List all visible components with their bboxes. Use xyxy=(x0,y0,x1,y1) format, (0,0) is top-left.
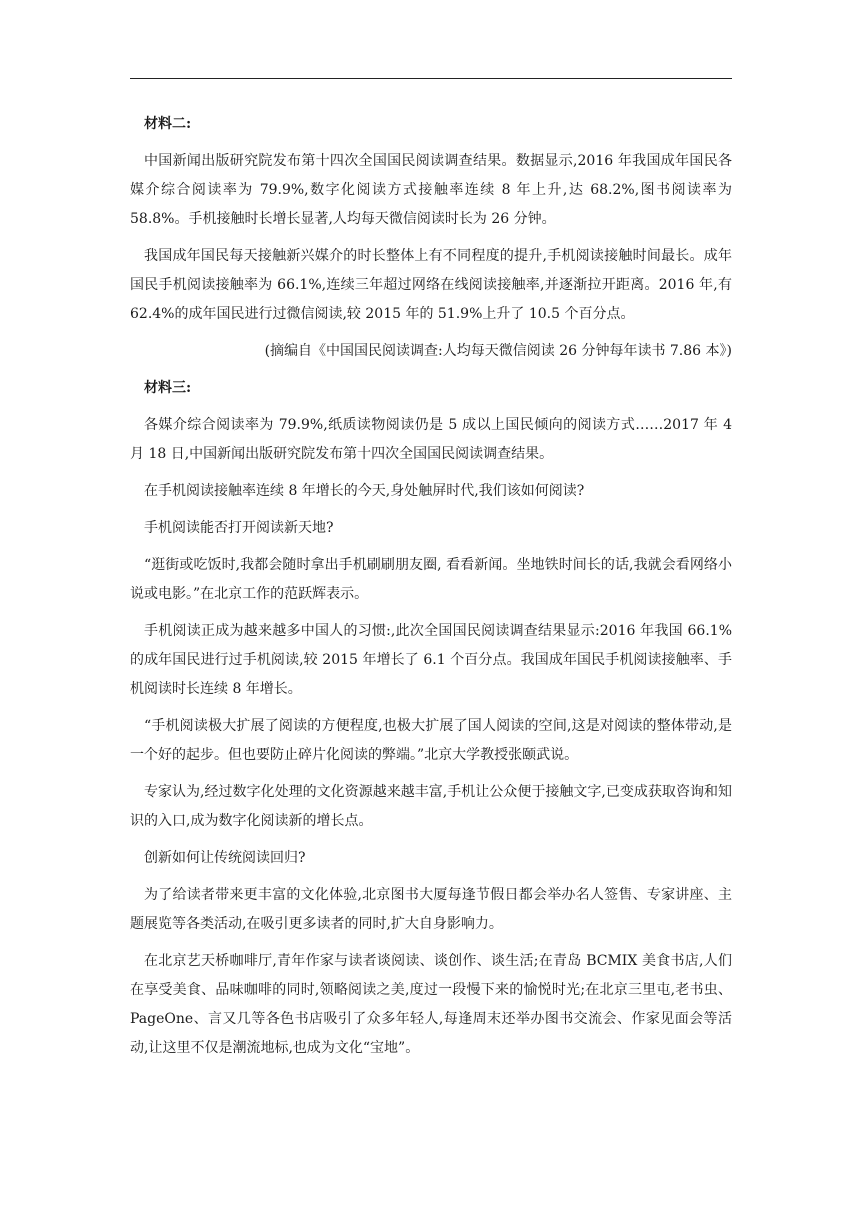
paragraph: 手机阅读能否打开阅读新天地? xyxy=(144,520,334,536)
paragraph: 各媒介综合阅读率为 79.9%,纸质读物阅读仍是 5 成以上国民倾向的阅读方式……2017 年 4 月 18 日,中国新闻出版研究院发布第十四次全国国民阅读调查结果。 xyxy=(130,417,732,462)
material-two-section xyxy=(130,110,732,366)
paragraph: 在北京艺天桥咖啡厅,青年作家与读者谈阅读、谈创作、谈生活;在青岛 BCMIX 美食书店,人们在享受美食、品味咖啡的同时,领略阅读之美,度过一段慢下来的愉悦时光;在北京三里屯,老书虫、PageOne、言又几等各色书店吸引了众多年轻人,每逢周末还举办图书交流会、作家见面会等活动,让这里不仅是潮流地标,也成为文化“宝地”。 xyxy=(130,953,732,1056)
paragraph: 为了给读者带来更丰富的文化体验,北京图书大厦每逢节假日都会举办名人签售、专家讲座、主题展览等各类活动,在吸引更多读者的同时,扩大自身影响力。 xyxy=(130,887,732,932)
header-rule xyxy=(130,78,732,79)
paragraph: 我国成年国民每天接触新兴媒介的时长整体上有不同程度的提升,手机阅读接触时间最长。成年国民手机阅读接触率为 66.1%,连续三年超过网络在线阅读接触率,并逐渐拉开距离。2016 年,有 62.4%的成年国民进行过微信阅读,较 2015 年的 51.9%上升了 10.5 个百分点。 xyxy=(130,248,732,322)
document-body xyxy=(130,110,732,1071)
paragraph: 在手机阅读接触率连续 8 年增长的今天,身处触屏时代,我们该如何阅读? xyxy=(144,483,585,499)
paragraph: “逛街或吃饭时,我都会随时拿出手机刷刷朋友圈, 看看新闻。坐地铁时间长的话,我就会看网络小说或电影。”在北京工作的范跃辉表示。 xyxy=(130,557,732,602)
paragraph: “手机阅读极大扩展了阅读的方便程度,也极大扩展了国人阅读的空间,这是对阅读的整体带动,是一个好的起步。但也要防止碎片化阅读的弊端。”北京大学教授张颐武说。 xyxy=(130,718,732,763)
section-heading: 材料二: xyxy=(144,116,192,132)
paragraph: 中国新闻出版研究院发布第十四次全国国民阅读调查结果。数据显示,2016 年我国成年国民各媒介综合阅读率为 79.9%,数字化阅读方式接触率连续 8 年上升,达 68.2%,图书阅读率为 58.8%。手机接触时长增长显著,人均每天微信阅读时长为 26 分钟。 xyxy=(130,153,732,227)
material-three-section xyxy=(130,374,732,1063)
paragraph: 创新如何让传统阅读回归? xyxy=(144,850,306,866)
source-citation: (摘编自《中国国民阅读调查:人均每天微信阅读 26 分钟每年读书 7.86 本》) xyxy=(264,343,732,359)
paragraph: 手机阅读正成为越来越多中国人的习惯:,此次全国国民阅读调查结果显示:2016 年我国 66.1%的成年国民进行过手机阅读,较 2015 年增长了 6.1 个百分点。我国成年国民手机阅读接触率、手机阅读时长连续 8 年增长。 xyxy=(130,623,732,697)
section-heading: 材料三: xyxy=(144,380,192,396)
paragraph: 专家认为,经过数字化处理的文化资源越来越丰富,手机让公众便于接触文字,已变成获取咨询和知识的入口,成为数字化阅读新的增长点。 xyxy=(130,784,732,829)
